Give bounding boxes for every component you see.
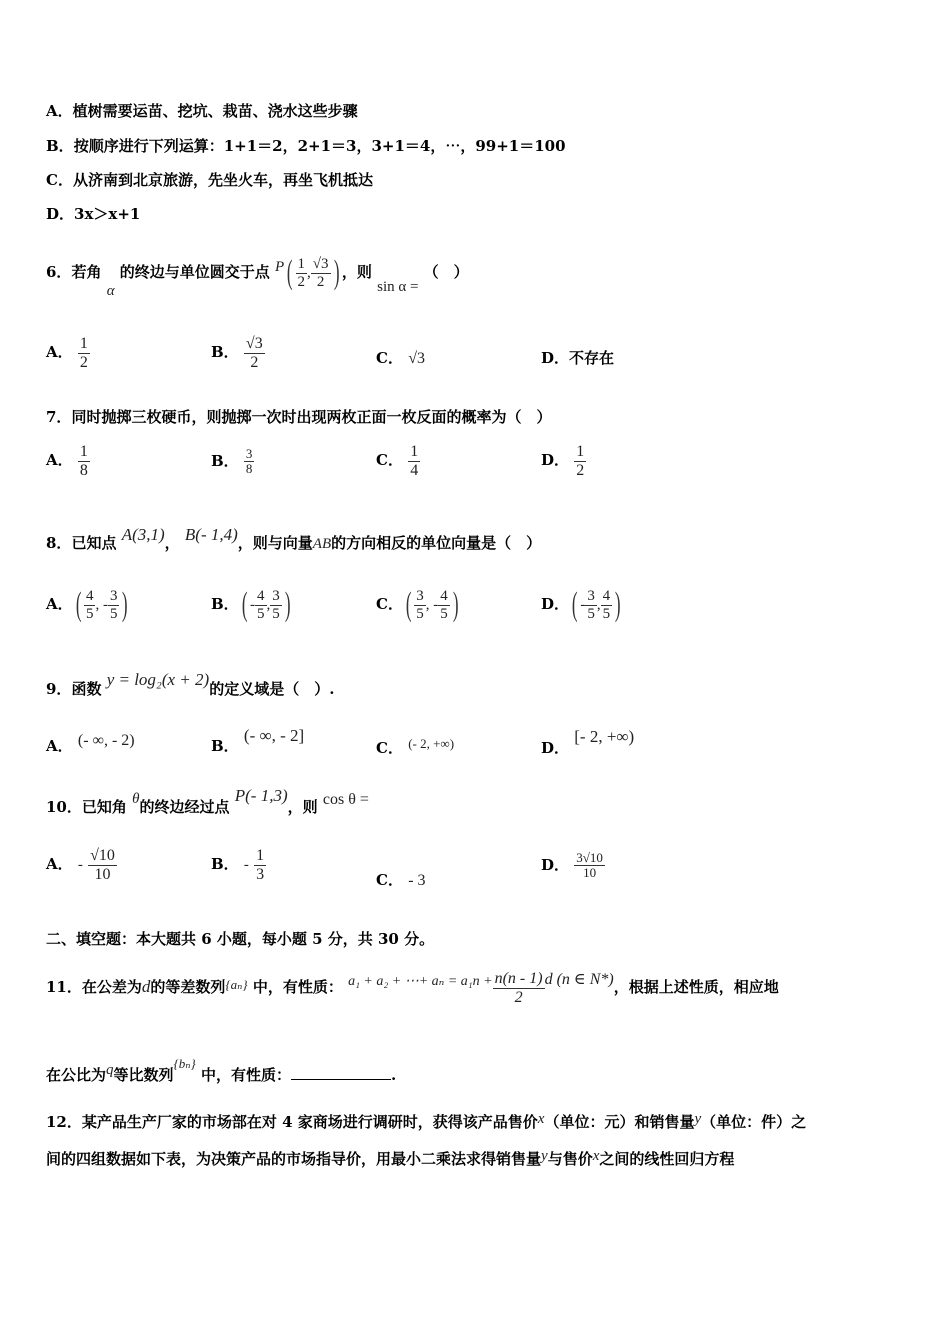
q9-option-b bbox=[211, 726, 305, 756]
stem-text: 的终边经过点 bbox=[139, 798, 230, 816]
option-label: B． bbox=[46, 137, 74, 155]
variable-x: x bbox=[592, 1148, 600, 1164]
paren-left: ( bbox=[405, 586, 412, 623]
option-fraction bbox=[78, 335, 90, 371]
question-number: 10． bbox=[46, 798, 82, 816]
stem-text: 中，有性质： bbox=[252, 978, 343, 996]
sequence-b: {bₙ} bbox=[173, 1056, 196, 1071]
fraction-denominator: 5 bbox=[257, 605, 265, 622]
fraction-numerator: 1 bbox=[256, 847, 265, 864]
stem-text: （单位：元）和销售量 bbox=[544, 1113, 695, 1131]
option-text: 从济南到北京旅游，先坐火车，再坐飞机抵达 bbox=[72, 171, 373, 189]
fraction-numerator: 4 bbox=[85, 588, 94, 604]
q9-option-c bbox=[376, 738, 454, 759]
option-value: (- ∞, - 2] bbox=[243, 726, 305, 745]
option-label: A． bbox=[46, 855, 73, 874]
stem-text: 若角 bbox=[71, 263, 102, 281]
option-fraction bbox=[78, 443, 90, 479]
fraction-numerator: 3√10 bbox=[576, 850, 603, 865]
stem-text: 在公差为 bbox=[81, 978, 142, 996]
option-value: 不存在 bbox=[569, 349, 615, 367]
fraction-x bbox=[296, 256, 308, 290]
q6-stem: 6．若角 α 的终边与单位圆交于点 P( $\frac{1}{2}$ , $\frac{√3}{2}$ ) ，则 sin α = （ ） bbox=[46, 254, 469, 299]
stem-text: 已知角 bbox=[81, 798, 127, 816]
point-p: P bbox=[275, 259, 285, 275]
fraction-denominator: 5 bbox=[109, 605, 118, 622]
q9-stem bbox=[46, 670, 335, 702]
option-fraction bbox=[108, 588, 120, 622]
option-sign: - bbox=[580, 597, 586, 613]
question-number: 8． bbox=[46, 534, 72, 552]
fraction-numerator: 1 bbox=[410, 443, 419, 460]
stem-text: ， bbox=[164, 534, 180, 552]
fraction-numerator: √3 bbox=[312, 256, 329, 272]
fraction-denominator: 2 bbox=[316, 273, 325, 290]
option-fraction bbox=[270, 588, 282, 622]
q10-stem bbox=[46, 786, 369, 821]
stem-text: 的定义域是（ ）. bbox=[209, 680, 335, 698]
fraction-y bbox=[311, 256, 331, 290]
fraction-numerator: 1 bbox=[79, 443, 88, 460]
fraction-denominator: 8 bbox=[79, 461, 88, 479]
option-value: (- ∞, - 2) bbox=[77, 732, 135, 749]
stem-text: 等比数列 bbox=[113, 1066, 174, 1084]
variable-y: y bbox=[541, 1148, 548, 1164]
formula-left: a₁ + a₂ + ⋯+ aₙ = a₁n + bbox=[348, 974, 493, 989]
sequence-a: {aₙ} bbox=[225, 977, 248, 992]
option-fraction bbox=[601, 588, 613, 622]
fraction-denominator: 2 bbox=[576, 461, 585, 479]
q10-option-d bbox=[541, 851, 605, 881]
option-label: C． bbox=[376, 595, 403, 613]
q7-option-b bbox=[211, 447, 254, 477]
paren-right: ) bbox=[452, 586, 459, 623]
fraction-denominator: 2 bbox=[79, 353, 88, 371]
option-fraction bbox=[574, 443, 586, 479]
stem-text: ，则 bbox=[287, 798, 318, 816]
stem-text: 在公比为 bbox=[46, 1066, 107, 1084]
option-fraction bbox=[574, 851, 605, 881]
q12-stem bbox=[46, 1110, 806, 1135]
option-label: C． bbox=[46, 171, 73, 189]
option-value: [- 2, +∞) bbox=[574, 727, 635, 746]
option-label: A． bbox=[46, 102, 73, 120]
stem-text: 函数 bbox=[71, 680, 102, 698]
variable-y: y bbox=[694, 1111, 702, 1127]
stem-text: 同时抛掷三枚硬币，则抛掷一次时出现两枚正面一枚反面的概率为（ ） bbox=[71, 408, 552, 426]
fraction-numerator: 4 bbox=[257, 588, 265, 604]
fraction-numerator: √10 bbox=[90, 847, 115, 864]
q6-option-c bbox=[376, 348, 425, 369]
fraction-numerator: √3 bbox=[245, 335, 263, 352]
stem-text: 某产品生产厂家的市场部在对 4 家商场进行调研时，获得该产品售价 bbox=[81, 1113, 538, 1131]
paren-right: ) bbox=[614, 586, 621, 623]
stem-text: 与售价 bbox=[547, 1150, 593, 1168]
fraction-denominator: 4 bbox=[410, 461, 419, 479]
q8-stem bbox=[46, 525, 542, 557]
cos-expression: cos θ = bbox=[322, 791, 369, 808]
fraction-numerator: 1 bbox=[576, 443, 585, 460]
option-label: B． bbox=[211, 855, 239, 874]
q11-stem bbox=[46, 966, 779, 1010]
option-label: D． bbox=[541, 349, 570, 367]
fraction-denominator: 5 bbox=[416, 605, 424, 622]
fraction-denominator: 10 bbox=[94, 865, 111, 883]
fraction-numerator: 1 bbox=[79, 335, 88, 352]
sin-expression: sin α = bbox=[377, 279, 419, 295]
alpha-symbol: α bbox=[106, 283, 115, 299]
paren-right: ) bbox=[122, 586, 128, 623]
option-fraction bbox=[255, 588, 267, 622]
option-label: B． bbox=[211, 343, 239, 362]
option-fraction bbox=[254, 847, 266, 883]
option-value: - 3 bbox=[408, 872, 426, 889]
stem-text: 中，有性质： bbox=[200, 1066, 291, 1084]
fraction-denominator: 5 bbox=[272, 605, 280, 622]
option-sign: - bbox=[77, 857, 83, 874]
q9-option-d bbox=[541, 727, 635, 758]
fraction-denominator: 5 bbox=[440, 605, 448, 622]
variable-x: x bbox=[537, 1111, 545, 1127]
option-fraction bbox=[438, 588, 450, 622]
fraction-denominator: 5 bbox=[85, 605, 94, 622]
option-text: 按顺序进行下列运算：1+1＝2，2+1＝3，3+1＝4，⋯，99+1＝100 bbox=[73, 137, 566, 155]
fraction-numerator: 3 bbox=[272, 588, 280, 604]
stem-text: ，则与向量 bbox=[237, 534, 313, 552]
q6-option-b bbox=[211, 335, 265, 371]
option-label: D． bbox=[541, 451, 570, 470]
option-label: A． bbox=[46, 343, 73, 362]
fill-in-blank[interactable] bbox=[291, 1065, 391, 1080]
q8-option-c bbox=[376, 588, 461, 622]
q7-option-a bbox=[46, 443, 90, 479]
formula-right: d (n ∈ N*) bbox=[544, 971, 614, 988]
option-label: B． bbox=[211, 737, 239, 755]
stem-text: ，根据上述性质，相应地 bbox=[613, 978, 779, 996]
fraction-denominator: 2 bbox=[297, 273, 306, 290]
fraction-numerator: 4 bbox=[602, 588, 611, 604]
option-label: D． bbox=[541, 739, 570, 757]
paren-right: ) bbox=[333, 254, 340, 291]
q10-option-b bbox=[211, 847, 266, 883]
q7-option-c bbox=[376, 443, 420, 479]
fraction-denominator: 8 bbox=[245, 461, 253, 477]
fraction-numerator: 3 bbox=[245, 446, 253, 461]
stem-text: 的等差数列 bbox=[150, 978, 226, 996]
option-value: √3 bbox=[408, 350, 425, 367]
question-number: 7． bbox=[46, 408, 72, 426]
option-fraction bbox=[84, 588, 96, 622]
fraction-denominator: 5 bbox=[587, 605, 595, 622]
q7-option-d bbox=[541, 443, 586, 479]
option-label: B． bbox=[211, 451, 239, 470]
q9-option-a bbox=[46, 732, 135, 757]
q7-stem bbox=[46, 407, 551, 427]
question-number: 12． bbox=[46, 1113, 82, 1131]
stem-text: （单位：件）之 bbox=[701, 1113, 807, 1131]
common-difference: d bbox=[141, 977, 151, 996]
option-text: 植树需要运苗、挖坑、栽苗、浇水这些步骤 bbox=[72, 102, 358, 120]
option-fraction bbox=[88, 847, 117, 883]
stem-text: 的终边与单位圆交于点 bbox=[119, 263, 270, 281]
option-label: D． bbox=[541, 595, 570, 613]
common-ratio: q bbox=[106, 1062, 114, 1078]
option-label: C． bbox=[376, 451, 403, 470]
formula-fraction bbox=[493, 970, 545, 1006]
option-label: A． bbox=[46, 595, 73, 613]
option-separator: , - bbox=[95, 597, 108, 613]
point-b: B(- 1,4) bbox=[184, 525, 238, 544]
question-number: 11． bbox=[46, 978, 82, 996]
option-text: 3x＞x+1 bbox=[74, 205, 141, 223]
point-p: P(- 1,3) bbox=[234, 786, 288, 805]
fraction-numerator: 3 bbox=[587, 588, 595, 604]
paren-left: ( bbox=[287, 254, 293, 291]
fraction-denominator: 3 bbox=[256, 865, 265, 883]
fraction-numerator: n(n - 1) bbox=[494, 969, 543, 987]
question-number: 9． bbox=[46, 680, 72, 698]
option-fraction bbox=[414, 588, 426, 622]
option-label: D． bbox=[541, 855, 570, 874]
stem-text: 间的四组数据如下表，为决策产品的市场指导价，用最小二乘法求得销售量 bbox=[46, 1150, 542, 1168]
fraction-denominator: 2 bbox=[250, 353, 259, 371]
answer-blank: （ ） bbox=[423, 263, 469, 281]
fraction-numerator: 3 bbox=[109, 588, 118, 604]
q5-option-d bbox=[46, 204, 140, 224]
option-separator: , - bbox=[425, 597, 439, 613]
option-fraction bbox=[585, 588, 597, 622]
q11-line2 bbox=[46, 1056, 397, 1089]
q6-option-a bbox=[46, 335, 90, 371]
fraction-denominator: 10 bbox=[583, 865, 597, 881]
option-fraction bbox=[408, 443, 420, 479]
point-a: A(3,1) bbox=[121, 525, 165, 544]
stem-text: ，则 bbox=[341, 263, 372, 281]
q5-option-c bbox=[46, 170, 373, 190]
q5-option-a bbox=[46, 101, 358, 121]
q8-option-a bbox=[46, 588, 131, 622]
paren-left: ( bbox=[241, 586, 248, 623]
section-title: 二、填空题：本大题共 6 小题，每小题 5 分，共 30 分。 bbox=[46, 930, 435, 948]
option-label: C． bbox=[376, 349, 403, 367]
paren-left: ( bbox=[75, 586, 82, 623]
option-fraction bbox=[244, 447, 255, 477]
q12-line2 bbox=[46, 1147, 734, 1172]
vector-ab: AB bbox=[312, 536, 332, 552]
option-label: A． bbox=[46, 737, 73, 755]
option-separator: , bbox=[596, 597, 601, 613]
fraction-numerator: 4 bbox=[440, 588, 448, 604]
q10-option-a bbox=[46, 847, 117, 883]
option-label: B． bbox=[211, 595, 239, 613]
q8-option-d bbox=[541, 588, 623, 622]
option-value: (- 2, +∞) bbox=[408, 736, 455, 751]
option-label: C． bbox=[376, 871, 403, 889]
stem-text: 已知点 bbox=[71, 534, 117, 552]
log-expression: y = log₂(x + 2) bbox=[106, 670, 210, 689]
option-separator: , bbox=[266, 597, 271, 613]
q8-option-b bbox=[211, 588, 293, 622]
paren-right: ) bbox=[284, 586, 291, 623]
stem-text: 之间的线性回归方程 bbox=[599, 1150, 735, 1168]
fraction-denominator: 2 bbox=[514, 988, 523, 1006]
stem-text: 的方向相反的单位向量是（ ） bbox=[331, 534, 542, 552]
theta-symbol: θ bbox=[132, 791, 140, 807]
option-fraction bbox=[244, 335, 265, 371]
fraction-numerator: 3 bbox=[416, 588, 424, 604]
question-number: 6． bbox=[46, 263, 72, 281]
q5-option-b bbox=[46, 136, 566, 156]
q10-option-c bbox=[376, 870, 426, 891]
option-sign: - bbox=[250, 597, 256, 613]
paren-left: ( bbox=[571, 586, 578, 623]
stem-text: . bbox=[390, 1066, 397, 1084]
option-label: A． bbox=[46, 451, 73, 470]
q6-option-d bbox=[541, 348, 614, 368]
option-label: D． bbox=[46, 205, 75, 223]
option-sign: - bbox=[243, 857, 249, 874]
option-label: C． bbox=[376, 739, 403, 757]
fraction-numerator: 1 bbox=[297, 256, 306, 272]
fraction-denominator: 5 bbox=[602, 605, 611, 622]
